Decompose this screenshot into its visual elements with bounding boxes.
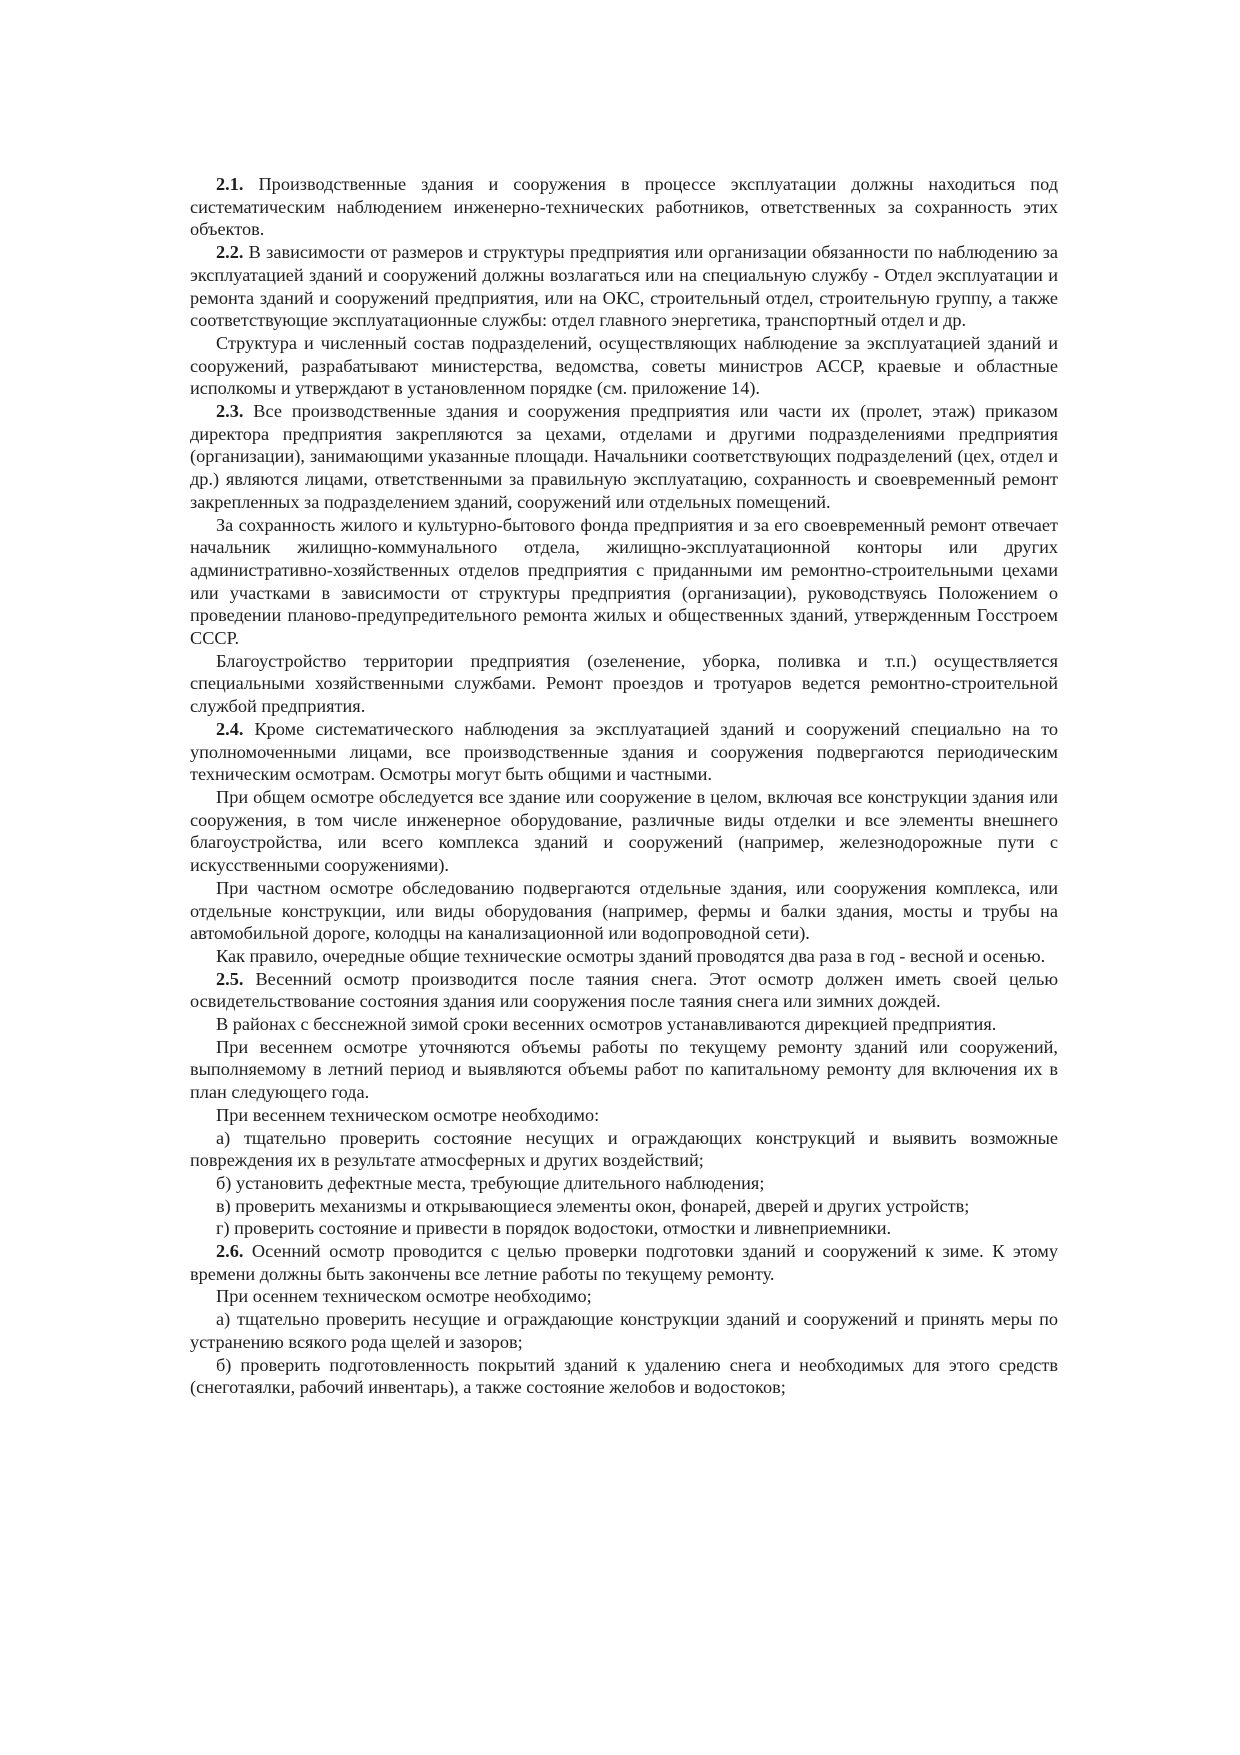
paragraph-text: Благоустройство территории предприятия (озеленение, уборка, поливка и т.п.) осуществляется специальными хозяйственными службами. Ремонт проездов и тротуаров ведется ремонтно-строительной службой предприятия.	[190, 650, 1058, 717]
paragraph-text: При весеннем техническом осмотре необходимо:	[216, 1104, 600, 1125]
paragraph-text: б) проверить подготовленность покрытий зданий к удалению снега и необходимых для этого средств (снеготаялки, рабочий инвентарь), а также состояние желобов и водостоков;	[190, 1354, 1058, 1398]
paragraph	[190, 1013, 1058, 1036]
paragraph	[190, 650, 1058, 718]
paragraph	[190, 1285, 1058, 1308]
paragraph-text: Осенний осмотр проводится с целью проверки подготовки зданий и сооружений к зиме. К этому времени должны быть закончены все летние работы по текущему ремонту.	[190, 1241, 1058, 1284]
paragraph-text: Весенний осмотр производится после таяния снега. Этот осмотр должен иметь своей целью освидетельствование состояния здания или сооружения после таяния снега или зимних дождей.	[190, 968, 1058, 1012]
paragraph-text: В зависимости от размеров и структуры предприятия или организации обязанности по наблюдению за эксплуатацией зданий и сооружений должны возлагаться или на специальную службу - Отдел эксплуатации и ремонта зданий и сооружений предприятия, или на ОКС, строительный отдел, строительную группу, а также соответствующие эксплуатационные службы: отдел главного энергетика, транспортный отдел и др.	[190, 242, 1058, 331]
paragraph	[190, 332, 1058, 400]
list-item-v	[190, 1195, 1058, 1218]
paragraph-text: а) тщательно проверить состояние несущих и ограждающих конструкций и выявить возможные повреждения их в результате атмосферных и других воздействий;	[190, 1127, 1058, 1171]
paragraph	[190, 945, 1058, 968]
paragraph-text: При осеннем техническом осмотре необходимо;	[216, 1286, 592, 1307]
paragraph	[190, 514, 1058, 650]
list-item-a	[190, 1308, 1058, 1353]
paragraph-text: В районах с бесснежной зимой сроки весенних осмотров устанавливаются дирекцией предприятия.	[216, 1014, 997, 1035]
paragraph-text: Производственные здания и сооружения в процессе эксплуатации должны находиться под систематическим наблюдением инженерно-технических работников, ответственных за сохранность этих объектов.	[190, 174, 1058, 240]
paragraph-text: Кроме систематического наблюдения за эксплуатацией зданий и сооружений специально на то уполномоченными лицами, все производственные здания и сооружения подвергаются периодическим техническим осмотрам. Осмотры могут быть общими и частными.	[190, 718, 1058, 785]
paragraph	[190, 1036, 1058, 1104]
paragraph	[190, 1104, 1058, 1127]
list-item-g	[190, 1217, 1058, 1240]
section-number: 2.2.	[216, 242, 244, 263]
list-item-a	[190, 1127, 1058, 1172]
paragraph-2-2	[190, 241, 1058, 332]
paragraph	[190, 877, 1058, 945]
paragraph-text: При частном осмотре обследованию подвергаются отдельные здания, или сооружения комплекса, или отдельные конструкции, или виды оборудования (например, фермы и балки здания, мосты и трубы на автомобильной дороге, колодцы на канализационной или водопроводной сети).	[190, 877, 1058, 944]
section-number: 2.4.	[216, 718, 244, 739]
list-item-b	[190, 1172, 1058, 1195]
paragraph-text: При общем осмотре обследуется все здание или сооружение в целом, включая все конструкции здания или сооружения, в том числе инженерное оборудование, различные виды отделки и все элементы внешнего благоустройства, или всего комплекса зданий и сооружений (например, железнодорожные пути с искусственными сооружениями).	[190, 786, 1058, 876]
paragraph-text: При весеннем осмотре уточняются объемы работы по текущему ремонту зданий или сооружений, выполняемому в летний период и выявляются объемы работ по капитальному ремонту для включения их в план следующего года.	[190, 1036, 1058, 1103]
paragraph-2-1	[190, 173, 1058, 241]
document-page	[190, 173, 1058, 1399]
paragraph-text: а) тщательно проверить несущие и ограждающие конструкции зданий и сооружений и принять меры по устранению всякого рода щелей и зазоров;	[190, 1309, 1058, 1352]
paragraph-text: г) проверить состояние и привести в порядок водостоки, отмостки и ливнеприемники.	[216, 1218, 892, 1239]
list-item-b	[190, 1354, 1058, 1399]
section-number: 2.6.	[216, 1241, 244, 1262]
section-number: 2.1.	[216, 174, 244, 194]
paragraph-text: За сохранность жилого и культурно-бытового фонда предприятия и за его своевременный ремонт отвечает начальник жилищно-коммунального отдела, жилищно-эксплуатационной конторы или других административно-хозяйственных отделов предприятия с приданными им ремонтно-строительными цехами или участками в зависимости от структуры предприятия (организации), руководствуясь Положением о проведении планово-предупредительного ремонта жилых и общественных зданий, утвержденным Госстроем СССР.	[190, 514, 1058, 649]
paragraph-2-5	[190, 968, 1058, 1013]
paragraph-text: Структура и численный состав подразделений, осуществляющих наблюдение за эксплуатацией зданий и сооружений, разрабатывают министерства, ведомства, советы министров АССР, краевые и областные исполкомы и утверждают в установленном порядке (см. приложение 14).	[190, 332, 1058, 399]
section-number: 2.3.	[216, 401, 244, 422]
section-number: 2.5.	[216, 968, 244, 989]
paragraph-2-4	[190, 718, 1058, 786]
paragraph-text: б) установить дефектные места, требующие длительного наблюдения;	[216, 1172, 765, 1193]
paragraph-2-6	[190, 1240, 1058, 1285]
paragraph	[190, 786, 1058, 877]
paragraph-2-3	[190, 400, 1058, 514]
paragraph-text: в) проверить механизмы и открывающиеся элементы окон, фонарей, дверей и других устройств;	[216, 1195, 970, 1216]
paragraph-text: Все производственные здания и сооружения предприятия или части их (пролет, этаж) приказом директора предприятия закрепляются за цехами, отделами и другими подразделениями предприятия (организации), занимающими указанные площади. Начальники соответствующих подразделений (цех, отдел и др.) являются лицами, ответственными за правильную эксплуатацию, сохранность и своевременный ремонт закрепленных за подразделением зданий, сооружений или отдельных помещений.	[190, 401, 1058, 512]
paragraph-text: Как правило, очередные общие технические осмотры зданий проводятся два раза в год - весной и осенью.	[216, 945, 1046, 966]
